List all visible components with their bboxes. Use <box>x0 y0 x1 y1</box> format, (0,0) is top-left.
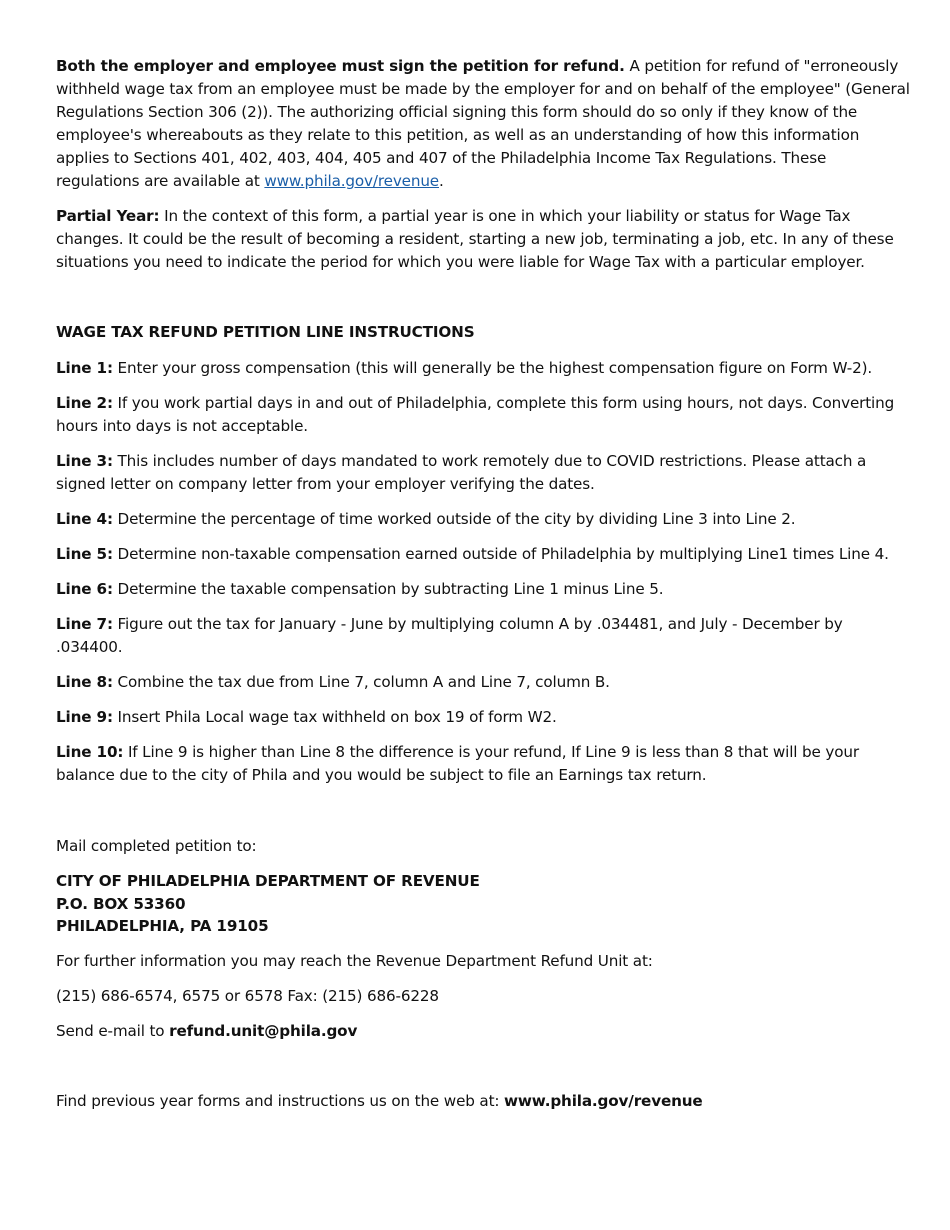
line-label: Line 10: <box>56 743 124 761</box>
line-text: Insert Phila Local wage tax withheld on box 19 of form W2. <box>112 708 557 726</box>
partial-year-paragraph <box>56 205 910 274</box>
line-label: Line 2: <box>56 394 113 412</box>
line-text: Determine the taxable compensation by subtracting Line 1 minus Line 5. <box>112 580 664 598</box>
line-item-5 <box>56 543 910 566</box>
line-text: This includes number of days mandated to work remotely due to COVID restrictions. Please attach a signed letter on company letter from your employer verifying the dates. <box>56 452 867 493</box>
line-item-7 <box>56 613 910 659</box>
contact-info: For further information you may reach the Revenue Department Refund Unit at: <box>56 951 653 970</box>
mail-intro: Mail completed petition to: <box>56 837 257 855</box>
line-label: Line 3: <box>56 452 113 470</box>
web-line <box>56 1090 910 1113</box>
contact-email-line <box>56 1020 910 1043</box>
line-item-10 <box>56 741 910 787</box>
revenue-link[interactable]: www.phila.gov/revenue <box>264 172 439 190</box>
line-label: Line 7: <box>56 615 113 633</box>
line-text: Enter your gross compensation (this will generally be the highest compensation figure on Form W-2). <box>112 359 873 377</box>
web-prefix: Find previous year forms and instructions us on the web at: <box>56 1091 505 1110</box>
email-address[interactable]: refund.unit@phila.gov <box>169 1021 358 1040</box>
line-item-6 <box>56 578 910 601</box>
line-text: Combine the tax due from Line 7, column A and Line 7, column B. <box>112 673 610 691</box>
line-text: If Line 9 is higher than Line 8 the difference is your refund, If Line 9 is less than 8 that will be your balance due to the city of Phila and you would be subject to file an Earnings tax return. <box>56 743 859 784</box>
signature-text: A petition for refund of "erroneously withheld wage tax from an employee must be made by the employer for and on behalf of the employee" (General Regulations Section 306 (2)). The authorizing official signing this form should do so only if they know of the employee's whereabouts as they relate to this petition, as well as an understanding of how this information applies to Sections 401, 402, 403, 404, 405 and 407 of the Philadelphia Income Tax Regulations. These regulations are available at <box>56 57 910 190</box>
line-item-9 <box>56 706 910 729</box>
address-line-city: PHILADELPHIA, PA 19105 <box>56 917 269 935</box>
mailing-address <box>56 870 910 938</box>
contact-phone: (215) 686-6574, 6575 or 6578 Fax: (215) 686-6228 <box>56 986 439 1005</box>
line-item-4 <box>56 508 910 531</box>
line-label: Line 4: <box>56 510 113 528</box>
web-url[interactable]: www.phila.gov/revenue <box>504 1091 703 1110</box>
address-line-po-box: P.O. BOX 53360 <box>56 894 186 913</box>
line-text: If you work partial days in and out of Philadelphia, complete this form using hours, not days. Converting hours into days is not acceptable. <box>56 394 895 435</box>
line-label: Line 6: <box>56 580 113 598</box>
line-text: Determine the percentage of time worked outside of the city by dividing Line 3 into Line 2. <box>112 510 796 528</box>
line-item-2 <box>56 392 910 438</box>
signature-heading: Both the employer and employee must sign the petition for refund. <box>56 57 625 75</box>
partial-year-text: In the context of this form, a partial year is one in which your liability or status for Wage Tax changes. It could be the result of becoming a resident, starting a new job, terminating a job, etc. In any of these situations you need to indicate the period for which you were liable for Wage Tax with a particular employer. <box>56 207 894 271</box>
line-item-3 <box>56 450 910 496</box>
line-text: Figure out the tax for January - June by multiplying column A by .034481, and July - December by .034400. <box>56 615 843 656</box>
line-label: Line 1: <box>56 359 113 377</box>
partial-year-heading: Partial Year: <box>56 207 160 225</box>
line-text: Determine non-taxable compensation earned outside of Philadelphia by multiplying Line1 times Line 4. <box>112 545 889 563</box>
signature-paragraph <box>56 55 910 193</box>
line-item-8 <box>56 671 910 694</box>
address-line-department: CITY OF PHILADELPHIA DEPARTMENT OF REVENUE <box>56 872 480 890</box>
line-label: Line 5: <box>56 545 113 563</box>
line-item-1 <box>56 357 910 380</box>
line-label: Line 8: <box>56 673 113 691</box>
section-title: WAGE TAX REFUND PETITION LINE INSTRUCTIONS <box>56 323 475 341</box>
line-label: Line 9: <box>56 708 113 726</box>
email-prefix: Send e-mail to <box>56 1021 170 1040</box>
signature-period: . <box>439 172 444 190</box>
